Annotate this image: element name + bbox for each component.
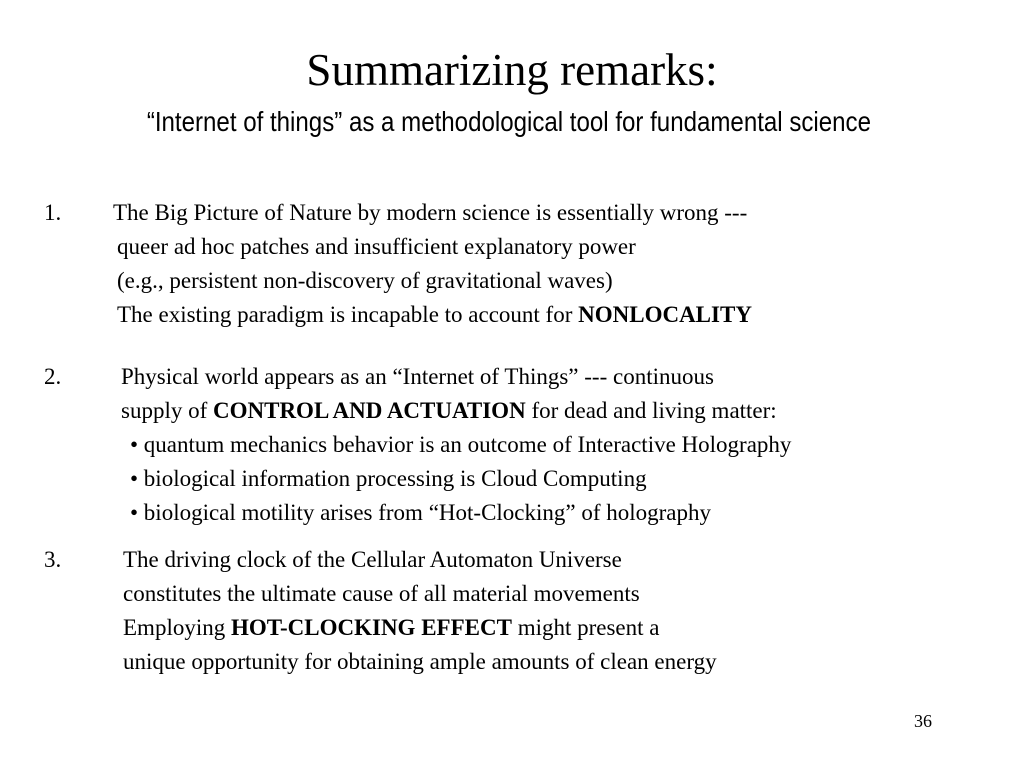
item-line: The driving clock of the Cellular Automaton Universe — [123, 547, 622, 572]
item-line: unique opportunity for obtaining ample amounts of clean energy — [123, 649, 717, 674]
slide-subtitle: “Internet of things” as a methodological tool for fundamental science — [146, 106, 871, 137]
text-segment: might present a — [511, 615, 660, 640]
text-segment: for dead and living matter: — [525, 398, 777, 423]
item-line — [117, 301, 752, 329]
bullet-item: • biological information processing is Cloud Computing — [130, 466, 647, 491]
bullet-item: • quantum mechanics behavior is an outcome of Interactive Holography — [130, 432, 792, 457]
page-number: 36 — [914, 711, 932, 731]
item-line — [121, 397, 777, 425]
item-line: constitutes the ultimate cause of all material movements — [123, 581, 640, 606]
item-line: The Big Picture of Nature by modern science is essentially wrong --- — [113, 200, 748, 225]
text-segment: supply of — [121, 398, 213, 423]
bullet-item: • biological motility arises from “Hot-Clocking” of holography — [130, 500, 712, 525]
item-number: 2. — [44, 364, 62, 389]
slide-title: Summarizing remarks: — [306, 45, 718, 95]
text-segment: Employing — [123, 615, 231, 640]
emphasis-text: HOT-CLOCKING EFFECT — [230, 615, 512, 640]
emphasis-text: CONTROL AND ACTUATION — [213, 398, 526, 423]
item-number: 1. — [44, 200, 62, 225]
item-line: Physical world appears as an “Internet of Things” --- continuous — [121, 364, 714, 389]
item-number: 3. — [44, 547, 62, 572]
item-line — [123, 614, 659, 642]
emphasis-text: NONLOCALITY — [578, 302, 752, 327]
item-line: queer ad hoc patches and insufficient explanatory power — [117, 234, 636, 259]
item-line: (e.g., persistent non-discovery of gravitational waves) — [117, 268, 613, 293]
text-segment: The existing paradigm is incapable to account for — [117, 302, 579, 327]
